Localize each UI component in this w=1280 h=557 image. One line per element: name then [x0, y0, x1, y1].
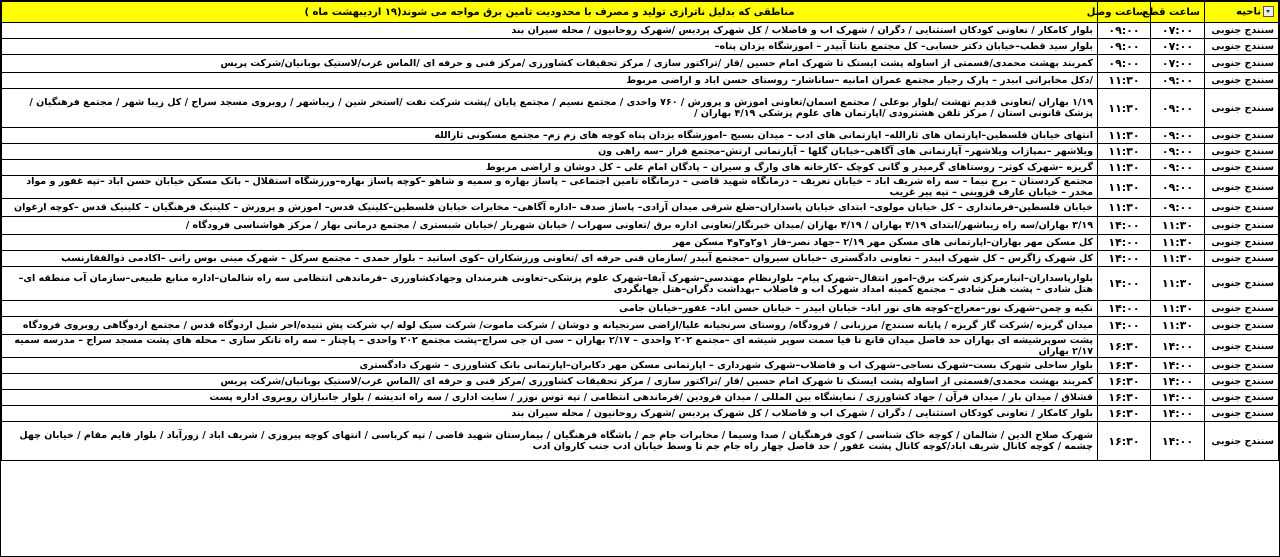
region-cell: سنندج جنوبی: [1205, 358, 1279, 374]
cut-time-cell: ۱۱:۳۰: [1151, 217, 1205, 235]
cut-time-cell: ۱۱:۳۰: [1151, 267, 1205, 301]
connect-time-cell: ۱۶:۳۰: [1098, 406, 1151, 422]
areas-cell: گریزه –شهرک کوثر– روستاهای گرمیدر و گانی کوچک –کارخانه های وارگ و سیران – پادگان امام علی – کل دوشان و اراضی مربوط: [2, 160, 1098, 176]
connect-time-cell: ۱۶:۳۰: [1098, 422, 1151, 461]
cut-time-cell: ۰۹:۰۰: [1151, 144, 1205, 160]
connect-time-cell: ۰۹:۰۰: [1098, 23, 1151, 39]
cut-time-cell: ۱۴:۰۰: [1151, 390, 1205, 406]
table-row: [2, 128, 1279, 144]
areas-cell: قشلاق / میدان بار / میدان فرآن / جهاد کشاورزی / نمایشگاه بین المللی / میدان فرودین /فرماندهی انتظامی / تپه توس نوزر / سایت اداری / سه راه اندیشه / بلوار جانبازان روبروی اداره پست: [2, 390, 1098, 406]
connect-time-cell: ۱۴:۰۰: [1098, 251, 1151, 267]
areas-cell: شهرک صلاح الدین / شالمان / کوچه خاک شناسی / کوی فرهنگیان / صدا وسیما / مخابرات جام جم / باشگاه فرهنگیان / بیمارستان شهید قاضی / تپه کرباسی / انتهای کوچه پیروزی / شریف اباد / زورآباد / بلوار قایم مقام / خیابان چهل چشمه / کوچه کانال شریف اباد/کوچه کانال پشت غفور / حد فاصل چهار راه جام جم تا وسط خیابان ادب جنب کاروان ادب: [2, 422, 1098, 461]
table-row: [2, 251, 1279, 267]
region-cell: سنندج جنوبی: [1205, 267, 1279, 301]
connect-time-cell: ۱۴:۰۰: [1098, 235, 1151, 251]
connect-time-cell: ۱۱:۳۰: [1098, 144, 1151, 160]
areas-cell: بلوار سید قطب–خیابان دکتر حسابی– کل مجتمع بانتا آبیدر – اموزشگاه یزدان پناه–: [2, 39, 1098, 55]
table-row: [2, 267, 1279, 301]
connect-time-cell: ۱۶:۳۰: [1098, 374, 1151, 390]
outage-table: [1, 1, 1279, 461]
table-row: [2, 160, 1279, 176]
column-header-region-label: ناحیه: [1236, 6, 1261, 18]
cut-time-cell: ۱۱:۳۰: [1151, 301, 1205, 317]
areas-cell: خیابان فلسطین–فرمانداری – کل خیابان مولوی– ابتدای خیابان پاسداران–ضلع شرقی میدان آزادی– پاساژ صدف –اداره آگاهی– مخابرات خیابان فلسطین–کلینیک قدس– اموزش و پرورش – کلینیک فرهنگیان – کلینیک قدس –کوچه ارغوان: [2, 199, 1098, 217]
connect-time-cell: ۱۱:۳۰: [1098, 176, 1151, 199]
cut-time-cell: ۱۴:۰۰: [1151, 406, 1205, 422]
table-row: [2, 144, 1279, 160]
region-cell: سنندج جنوبی: [1205, 144, 1279, 160]
filter-dropdown-icon[interactable]: [1263, 6, 1274, 17]
areas-cell: کمربند بهشت محمدی/قسمتی از اساوله پشت ایستک تا شهرک امام حسین /قار /تراکتور سازی / مرکز تحقیقات کشاورزی /مرکز فنی و حرفه ای /الماس غرب/لاستیک بوبانیان/شرکت پریس: [2, 55, 1098, 73]
areas-cell: مجتمع کردستان – برج نیما – سه راه شریف اباد – خیابان تعریف – درمانگاه شهید قاضی – درمانگاه تامین اجتماعی – پاساژ بهاره و سمیه و شاهو –کوچه پاساژ بهاره–ورزشگاه استقلال – بانک مسکن خیابان حسن اباد –تپه غفور و مواد مخدر – خیابان عارف قزوینی – تپه پیر غریب: [2, 176, 1098, 199]
cut-time-cell: ۰۷:۰۰: [1151, 23, 1205, 39]
areas-cell: تکیه و چمن–شهرک نور–معراج–کوچه های نور اباد– خیابان ابیدر – خیابان حسن اباد– غفور–خیابان جامی: [2, 301, 1098, 317]
table-row: [2, 301, 1279, 317]
areas-cell: ۱/۱۹ بهاران /تعاونی قدیم تهشت /بلوار بوعلی / مجتمع اسمان/تعاونی اموزش و پرورش / ۷۶۰ واحدی / مجتمع نسیم / مجتمع پایان /پشت شرکت نفت /استخر شین / زیباشهر / روبروی مسجد سراج / کل زیبا شهر / مجتمع فرهنگیان / پزشک قانونی استان / مرکز تلفن هشترودی /اپارتمان های علوم پزشکی ۴/۱۹ بهاران /: [2, 89, 1098, 128]
region-cell: سنندج جنوبی: [1205, 390, 1279, 406]
region-cell: سنندج جنوبی: [1205, 160, 1279, 176]
cut-time-cell: ۱۱:۳۰: [1151, 235, 1205, 251]
areas-cell: کل شهرک زاگرس – کل شهرک ابیدر – تعاونی دادگستری –خیابان سیروان –مجتمع آبیدر /سازمان فنی حرفه ای /تعاونی ورزشکاران –کوی اساتید – بلوار حمدی – مجتمع سرکل – شهرک مینی بوس رانی –اکادمی ذوالفقارنسب: [2, 251, 1098, 267]
table-row: [2, 374, 1279, 390]
table-row: [2, 23, 1279, 39]
cut-time-cell: ۰۹:۰۰: [1151, 176, 1205, 199]
cut-time-cell: ۱۴:۰۰: [1151, 422, 1205, 461]
areas-cell: ۳/۱۹ بهاران/سه راه زیباشهر/ابتدای ۴/۱۹ بهاران / ۴/۱۹ بهاران /میدان خبرنگار/تعاونی اداره برق /تعاونی سهراب / خیابان شهریار /خیابان شبستری / مجتمع درمانی بهار / مرکز هواشناسی فرودگاه /: [2, 217, 1098, 235]
cut-time-cell: ۱۱:۳۰: [1151, 251, 1205, 267]
table-row: [2, 358, 1279, 374]
table-row: [2, 406, 1279, 422]
connect-time-cell: ۱۴:۰۰: [1098, 267, 1151, 301]
connect-time-cell: ۱۶:۳۰: [1098, 335, 1151, 358]
connect-time-cell: ۰۹:۰۰: [1098, 55, 1151, 73]
region-cell: سنندج جنوبی: [1205, 251, 1279, 267]
table-row: [2, 73, 1279, 89]
column-header-connect-time: ساعت وصل: [1098, 2, 1151, 23]
table-row: [2, 422, 1279, 461]
region-cell: سنندج جنوبی: [1205, 73, 1279, 89]
region-cell: سنندج جنوبی: [1205, 89, 1279, 128]
areas-cell: /دکل مخابراتی ابیدر – پارک رجیار مجتمع عمران امانیه –ساناشار– روستای حسن اباد و اراضی مربوط: [2, 73, 1098, 89]
connect-time-cell: ۱۱:۳۰: [1098, 128, 1151, 144]
table-row: [2, 39, 1279, 55]
table-body: [2, 23, 1279, 461]
areas-cell: کمربند بهشت محمدی/قسمتی از اساوله پشت ایستک تا شهرک امام حسین /قار /تراکتور سازی / مرکز تحقیقات کشاورزی /مرکز فنی و حرفه ای /الماس غرب/لاستیک بوبانیان/شرکت پریس: [2, 374, 1098, 390]
areas-cell: بلوار کامکار / تعاونی کودکان استثنایی / دگران / شهرک اب و فاضلاب / کل شهرک پردیس /شهرک روحانیون / محله سیران بند: [2, 23, 1098, 39]
areas-cell: بلوار ساحلی شهرک بست–شهرک نساجی–شهرک اب و فاضلاب–شهرک شهرداری – اپارتمانی مسکن مهر دکابران–اپارتمانی بانک کشاورزی – شهرک دادگستری: [2, 358, 1098, 374]
table-row: [2, 335, 1279, 358]
connect-time-cell: ۱۱:۳۰: [1098, 160, 1151, 176]
areas-cell: بلوار کامکار / تعاونی کودکان استثنایی / دگران / شهرک اب و فاضلاب / کل شهرک پردیس /شهرک روحانیون / محله سیران بند: [2, 406, 1098, 422]
connect-time-cell: ۱۶:۳۰: [1098, 390, 1151, 406]
region-cell: سنندج جنوبی: [1205, 128, 1279, 144]
areas-cell: کل مسکن مهر بهاران–اپارتمانی های مسکن مهر ۲/۱۹ –جهاد نصر–فاز ۱و۲و۳و۴ مسکن مهر: [2, 235, 1098, 251]
region-cell: سنندج جنوبی: [1205, 199, 1279, 217]
table-row: [2, 55, 1279, 73]
column-header-region[interactable]: [1205, 2, 1279, 23]
cut-time-cell: ۰۹:۰۰: [1151, 199, 1205, 217]
column-header-areas: مناطقی که بدلیل ناترازی تولید و مصرف با محدودیت تامین برق مواجه می شوند(۱۹ اردیبهشت ماه ): [2, 2, 1098, 23]
region-cell: سنندج جنوبی: [1205, 406, 1279, 422]
cut-time-cell: ۰۷:۰۰: [1151, 39, 1205, 55]
cut-time-cell: ۰۷:۰۰: [1151, 55, 1205, 73]
connect-time-cell: ۱۴:۰۰: [1098, 217, 1151, 235]
connect-time-cell: ۱۱:۳۰: [1098, 199, 1151, 217]
region-cell: سنندج جنوبی: [1205, 39, 1279, 55]
region-cell: سنندج جنوبی: [1205, 176, 1279, 199]
region-cell: سنندج جنوبی: [1205, 217, 1279, 235]
region-cell: سنندج جنوبی: [1205, 317, 1279, 335]
cut-time-cell: ۰۹:۰۰: [1151, 73, 1205, 89]
areas-cell: بلوارپاسداران–انبارمرکزی شرکت برق–امور انتقال–شهرک پیام– بلوارنظام مهندسی–شهرک آبفا–شهرک علوم پزشکی–تعاونی هنرمندان وجهادکشاورزی –فرماندهی انتظامی سه راه شالمان–اداره منابع طبیعی–سازمان آب منطقه ای–هتل شادی – پشت هتل شادی – مجتمع کمینه امداد شهرک اب و فاضلاب –بهداشت دگران–هتل جهانگردی: [2, 267, 1098, 301]
cut-time-cell: ۰۹:۰۰: [1151, 89, 1205, 128]
areas-cell: میدان گریزه /شرکت گاز گریزه / پایانه سنندج/ مرزبانی / فرودگاه/ روستای سرنجیانه علیا/اراضی سرنجیانه و دوشان / شرکت ماموت/ شرکت سیک لوله /پ شرکت پش تنیده/اجر شیل اردوگاه قدس / مجتمع اردوگاهی روبروی فرودگاه: [2, 317, 1098, 335]
cut-time-cell: ۱۴:۰۰: [1151, 358, 1205, 374]
connect-time-cell: ۱۶:۳۰: [1098, 358, 1151, 374]
region-cell: سنندج جنوبی: [1205, 335, 1279, 358]
table-row: [2, 317, 1279, 335]
header-row: [2, 2, 1279, 23]
connect-time-cell: ۰۹:۰۰: [1098, 39, 1151, 55]
table-row: [2, 217, 1279, 235]
region-cell: سنندج جنوبی: [1205, 55, 1279, 73]
table-row: [2, 390, 1279, 406]
areas-cell: ویلاشهر –بمپاژاب ویلاشهر– آپارتمانی های آگاهی–خیابان گلها – آپارتمانی ارتش–مجتمع فراز –سه راهی ون: [2, 144, 1098, 160]
cut-time-cell: ۱۱:۳۰: [1151, 317, 1205, 335]
table-row: [2, 89, 1279, 128]
region-cell: سنندج جنوبی: [1205, 235, 1279, 251]
region-cell: سنندج جنوبی: [1205, 422, 1279, 461]
cut-time-cell: ۱۴:۰۰: [1151, 335, 1205, 358]
areas-cell: انتهای خیابان فلسطین–اپارتمان های ثارالله– اپارتمانی های ادب – میدان بسیج –اموزشگاه یزدان پناه کوچه های زم زم– مجتمع مسکونی ثارالله: [2, 128, 1098, 144]
cut-time-cell: ۰۹:۰۰: [1151, 160, 1205, 176]
table-row: [2, 176, 1279, 199]
table-row: [2, 235, 1279, 251]
cut-time-cell: ۱۴:۰۰: [1151, 374, 1205, 390]
cut-time-cell: ۰۹:۰۰: [1151, 128, 1205, 144]
connect-time-cell: ۱۱:۳۰: [1098, 89, 1151, 128]
connect-time-cell: ۱۱:۳۰: [1098, 73, 1151, 89]
region-cell: سنندج جنوبی: [1205, 374, 1279, 390]
region-cell: سنندج جنوبی: [1205, 23, 1279, 39]
areas-cell: پشت سوپرشیشه ای بهاران حد فاصل میدان قانع تا فیا سمت سوپر شیشه ای –مجتمع ۲۰۲ واحدی – ۲/۱۷ بهاران – سی ان جی سراج–پشت مجتمع ۲۰۲ واحدی – پاچنار – سه راه تانکر سازی – محله های پشت مسجد سراج – مدرسه سمیه ۲/۱۷ بهاران: [2, 335, 1098, 358]
region-cell: سنندج جنوبی: [1205, 301, 1279, 317]
connect-time-cell: ۱۴:۰۰: [1098, 317, 1151, 335]
table-row: [2, 199, 1279, 217]
connect-time-cell: ۱۴:۰۰: [1098, 301, 1151, 317]
column-header-cut-time: ساعت قطع: [1151, 2, 1205, 23]
